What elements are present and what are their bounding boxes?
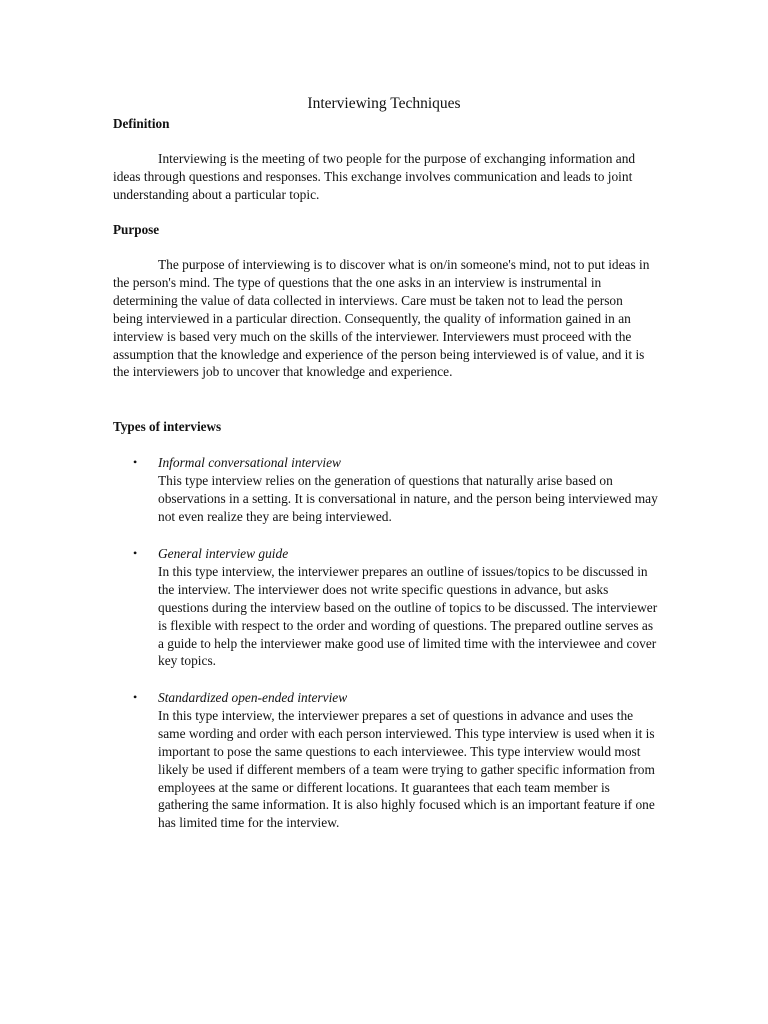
- bullet-icon: •: [133, 455, 138, 469]
- definition-paragraph: Interviewing is the meeting of two people for the purpose of exchanging information and ideas through questions and responses. This exchange involves communication and leads to joint understanding about a particular topic.: [113, 151, 636, 202]
- list-item: [158, 454, 658, 526]
- section-heading-definition: Definition: [113, 116, 170, 131]
- interview-type-description: In this type interview, the interviewer prepares an outline of issues/topics to be discussed in the interview. The interviewer does not write specific questions in advance, but asks questions during the interview based on the outline of topics to be discussed. The interviewer is flexible with respect to the order and wording of questions. The prepared outline serves as a guide to help the interviewer make good use of limited time with the interviewee and cover key topics.: [158, 563, 658, 669]
- interview-type-title: General interview guide: [158, 546, 289, 561]
- bullet-icon: •: [133, 690, 138, 704]
- bullet-icon: •: [133, 546, 138, 560]
- section-heading-purpose: Purpose: [113, 222, 160, 237]
- interview-type-description: This type interview relies on the generation of questions that naturally arise based on observations in a setting. It is conversational in nature, and the person being interviewed may not even realize they are being interviewed.: [158, 472, 658, 524]
- list-item: [158, 545, 658, 670]
- interview-type-description: In this type interview, the interviewer prepares a set of questions in advance and uses the same wording and order with each person interviewed. This type interview is used when it is important to pose the same questions to each interviewee. This type interview would most likely be used if different members of a team were trying to gather specific information from employees at the same or different locations. It guarantees that each team member is gathering the same information. It is also highly focused which is an important feature if one has limited time for the interview.: [158, 707, 655, 831]
- section-heading-types: Types of interviews: [113, 419, 222, 434]
- interview-type-title: Informal conversational interview: [158, 455, 341, 470]
- list-item: [158, 689, 658, 832]
- purpose-paragraph: The purpose of interviewing is to discover what is on/in someone's mind, not to put ideas in the person's mind. The type of questions that the one asks in an interview is instrumental in determining the value of data collected in interviews. Care must be taken not to lead the person being interviewed in a particular direction. Consequently, the quality of information gained in an interview is based very much on the skills of the interviewer. Interviewers must proceed with the assumption that the knowledge and experience of the person being interviewed is of value, and it is the interviewers job to uncover that knowledge and experience.: [113, 257, 650, 380]
- interview-type-title: Standardized open-ended interview: [158, 690, 348, 705]
- document-title: Interviewing Techniques: [307, 95, 461, 112]
